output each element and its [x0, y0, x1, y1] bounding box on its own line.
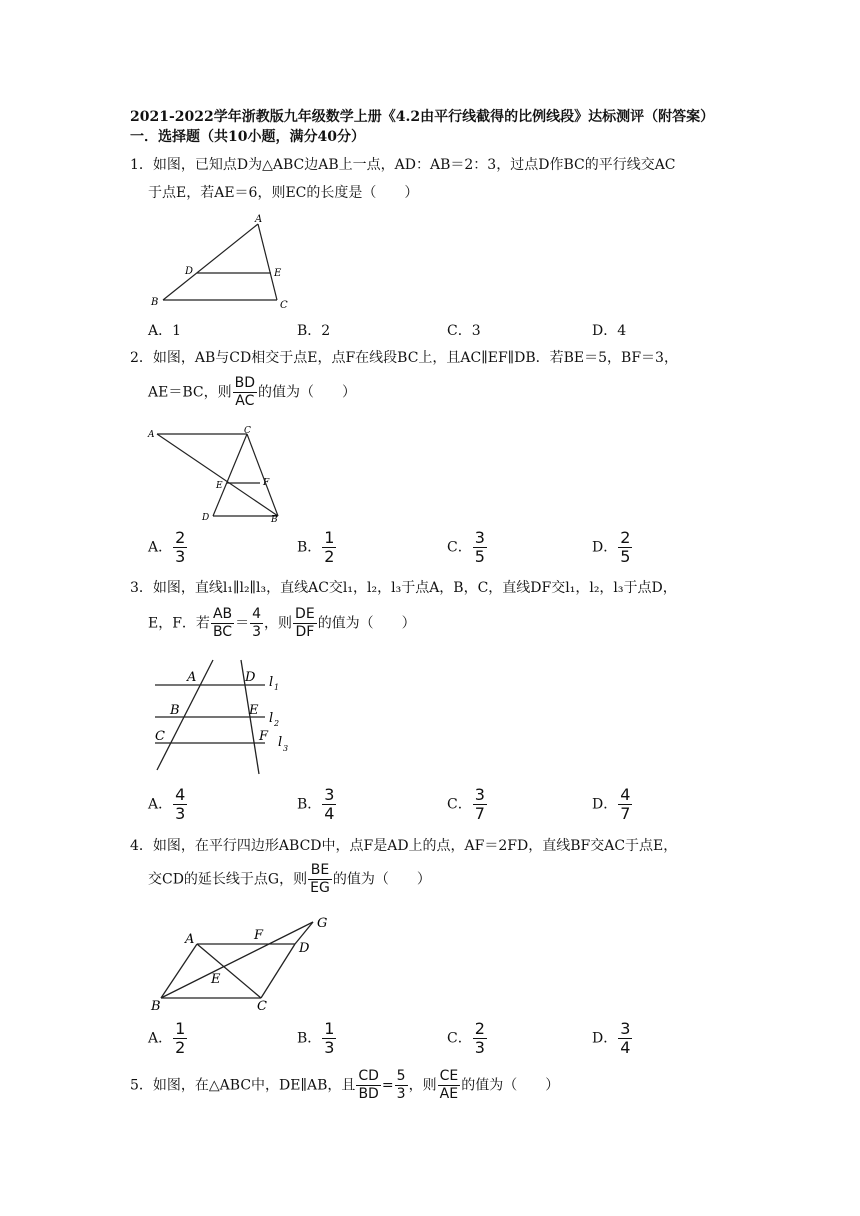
q1-label-e: E [274, 268, 282, 279]
q3-option-c[interactable]: C． $\frac{3}{7}$ [447, 785, 485, 823]
q1-triangle-diagram [145, 212, 305, 312]
q2-intersecting-lines-diagram [145, 424, 290, 524]
q4-label-a: A [185, 932, 195, 947]
q1-option-b[interactable]: B．2 [297, 323, 331, 339]
q3-label-c: C [155, 729, 165, 744]
q3-label-d: D [245, 670, 256, 685]
q4-parallelogram-diagram [145, 910, 345, 1015]
q3-label-l1: l [269, 675, 274, 690]
q4-label-f: F [254, 928, 264, 943]
q2-option-b[interactable]: B． $\frac{1}{2}$ [297, 528, 335, 566]
q3-label-f: F [259, 729, 269, 744]
q4-label-b: B [151, 999, 161, 1014]
q1-text-line1: 1．如图，已知点D为△ABC边AB上一点，AD：AB＝2：3，过点D作BC的平行线交AC [130, 157, 676, 173]
q1-option-c[interactable]: C．3 [447, 323, 481, 339]
q4-text-line1: 4．如图，在平行四边形ABCD中，点F是AD上的点，AF＝2FD，直线BF交AC于点E， [130, 838, 678, 854]
q1-option-a[interactable]: A．1 [148, 323, 182, 339]
q4-option-d[interactable]: D． $\frac{3}{4}$ [592, 1019, 631, 1057]
q3-option-b[interactable]: B． $\frac{3}{4}$ [297, 785, 335, 823]
q2-label-f: F [263, 478, 270, 488]
section-heading: 一．选择题（共10小题，满分40分） [130, 129, 365, 145]
q4-label-d: D [299, 941, 310, 956]
q2-label-e: E [216, 481, 223, 491]
q3-label-a: A [187, 670, 197, 685]
q4-text-line2: 交CD的延长线于点G，则 $\frac{BE}{EG}$ 的值为（ ） [148, 862, 431, 896]
q4-option-a[interactable]: A． $\frac{1}{2}$ [148, 1019, 186, 1057]
q4-label-e: E [211, 972, 221, 987]
q3-label-e: E [249, 703, 259, 718]
q3-parallel-lines-diagram [145, 656, 300, 776]
q4-option-c[interactable]: C． $\frac{2}{3}$ [447, 1019, 485, 1057]
q3-label-l2-sub: 2 [274, 719, 280, 728]
q2-text-line1: 2．如图，AB与CD相交于点E，点F在线段BC上，且AC∥EF∥DB．若BE＝5，BF＝3， [130, 350, 678, 366]
q2-label-a: A [148, 430, 155, 440]
q3-label-l3-sub: 3 [283, 744, 289, 753]
q1-label-a: A [255, 214, 263, 225]
q5-text-line1: 5．如图，在△ABC中，DE∥AB，且 $\frac{CD}{BD}$ = $\frac{5}{3}$ ，则 $\frac{CE}{AE}$ 的值为（ ） [130, 1068, 560, 1102]
q3-option-a[interactable]: A． $\frac{4}{3}$ [148, 785, 186, 823]
q2-label-d: D [202, 513, 210, 523]
q2-text-line2: AE＝BC，则 $\frac{BD}{AC}$ 的值为（ ） [148, 375, 356, 409]
q3-option-d[interactable]: D． $\frac{4}{7}$ [592, 785, 631, 823]
q2-option-a[interactable]: A． $\frac{2}{3}$ [148, 528, 186, 566]
q3-text-line2: E，F．若 $\frac{AB}{BC}$ ＝ $\frac{4}{3}$ ，则 $\frac{DE}{DF}$ 的值为（ ） [148, 606, 416, 640]
q1-label-c: C [280, 300, 288, 311]
q4-label-g: G [317, 916, 328, 931]
q4-label-c: C [257, 999, 267, 1014]
q2-option-d[interactable]: D． $\frac{2}{5}$ [592, 528, 631, 566]
q3-label-l2: l [269, 711, 274, 726]
q2-label-c: C [244, 426, 251, 436]
q4-option-b[interactable]: B． $\frac{1}{3}$ [297, 1019, 335, 1057]
q1-text-line2: 于点E，若AE＝6，则EC的长度是（ ） [148, 185, 419, 201]
q1-option-d[interactable]: D．4 [592, 323, 627, 339]
q3-label-l3: l [278, 735, 283, 750]
document-title: 2021-2022学年浙教版九年级数学上册《4.2由平行线截得的比例线段》达标测评（附答案） [130, 109, 715, 125]
q3-label-b: B [170, 703, 180, 718]
q1-label-b: B [151, 297, 159, 308]
q2-option-c[interactable]: C． $\frac{3}{5}$ [447, 528, 485, 566]
q1-label-d: D [185, 266, 194, 277]
q2-label-b: B [271, 515, 278, 524]
q3-text-line1: 3．如图，直线l₁∥l₂∥l₃，直线AC交l₁，l₂，l₃于点A，B，C，直线DF交l₁，l₂，l₃于点D， [130, 580, 677, 596]
q3-label-l1-sub: 1 [274, 683, 280, 692]
